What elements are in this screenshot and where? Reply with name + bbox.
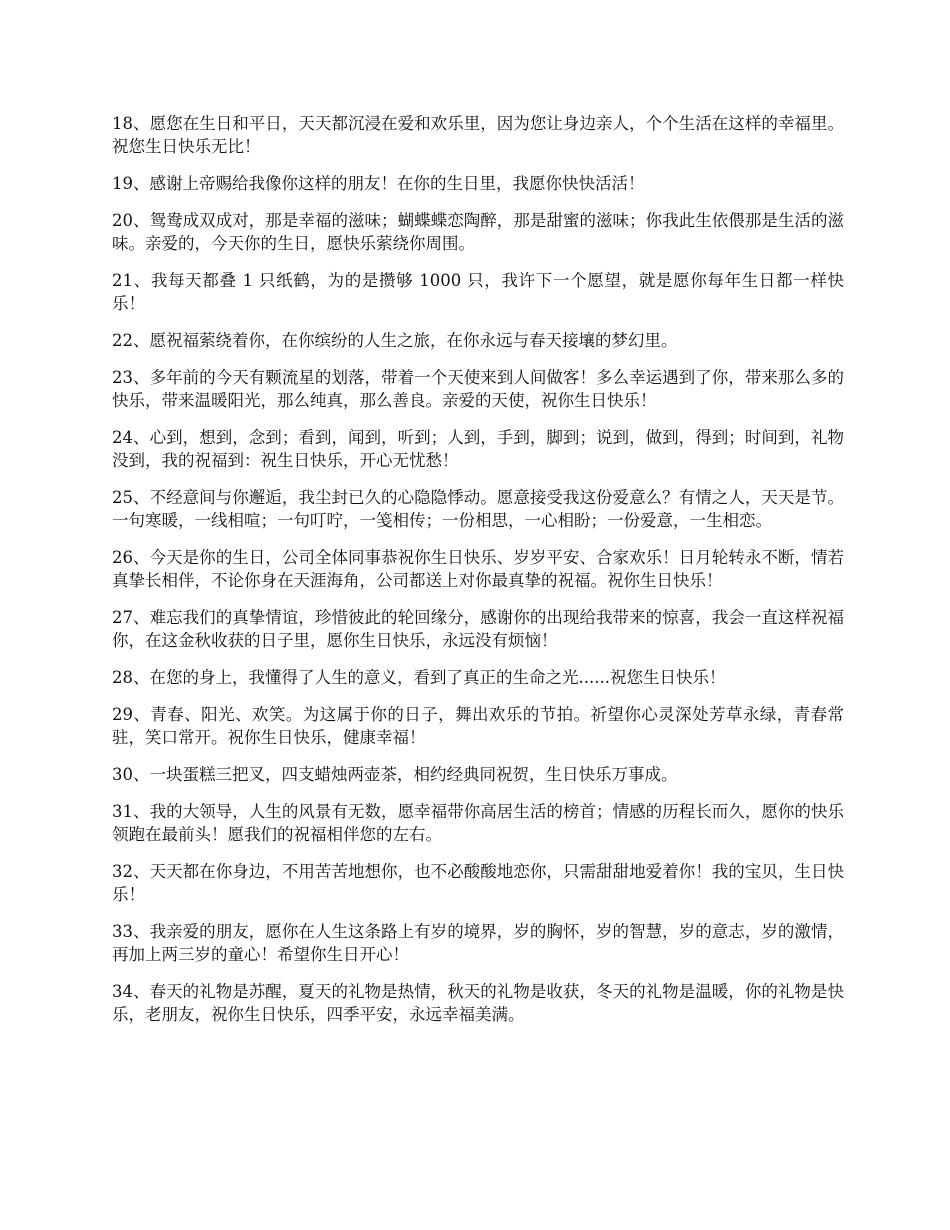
paragraph-31: 31、我的大领导，人生的风景有无数，愿幸福带你高居生活的榜首；情感的历程长而久，愿你的快乐领跑在最前头！愿我们的祝福相伴您的左右。 bbox=[112, 802, 844, 844]
paragraph-19: 19、感谢上帝赐给我像你这样的朋友！在你的生日里，我愿你快快活活！ bbox=[112, 174, 645, 193]
paragraph-34: 34、春天的礼物是苏醒，夏天的礼物是热情，秋天的礼物是收获，冬天的礼物是温暖，你的礼物是快乐，老朋友，祝你生日快乐，四季平安，永远幸福美满。 bbox=[112, 982, 844, 1024]
paragraph-25: 25、不经意间与你邂逅，我尘封已久的心隐隐悸动。愿意接受我这份爱意么？有情之人，天天是节。一句寒暖，一线相喧；一句叮咛，一笺相传；一份相思，一心相盼；一份爱意，一生相恋。 bbox=[112, 488, 844, 530]
paragraph-30: 30、一块蛋糕三把叉，四支蜡烛两壶茶，相约经典同祝贺，生日快乐万事成。 bbox=[112, 765, 678, 784]
paragraph-24: 24、心到，想到，念到；看到，闻到，听到；人到，手到，脚到；说到，做到，得到；时间到，礼物没到，我的祝福到：祝生日快乐，开心无忧愁！ bbox=[112, 428, 844, 470]
paragraph-20: 20、鸳鸯成双成对，那是幸福的滋味；蝴蝶蝶恋陶醉，那是甜蜜的滋味；你我此生依偎那是生活的滋味。亲爱的，今天你的生日，愿快乐萦绕你周围。 bbox=[112, 211, 844, 253]
paragraph-26: 26、今天是你的生日，公司全体同事恭祝你生日快乐、岁岁平安、合家欢乐！日月轮转永不断，情若真挚长相伴，不论你身在天涯海角，公司都送上对你最真挚的祝福。祝你生日快乐！ bbox=[112, 548, 844, 590]
paragraph-23: 23、多年前的今天有颗流星的划落，带着一个天使来到人间做客！多么幸运遇到了你，带来那么多的快乐，带来温暖阳光，那么纯真，那么善良。亲爱的天使，祝你生日快乐！ bbox=[112, 368, 844, 410]
document-body bbox=[112, 112, 844, 1040]
paragraph-28: 28、在您的身上，我懂得了人生的意义，看到了真正的生命之光......祝您生日快乐！ bbox=[112, 668, 726, 687]
paragraph-32: 32、天天都在你身边，不用苦苦地想你，也不必酸酸地恋你，只需甜甜地爱着你！我的宝贝，生日快乐！ bbox=[112, 862, 844, 904]
paragraph-18: 18、愿您在生日和平日，天天都沉浸在爱和欢乐里，因为您让身边亲人，个个生活在这样的幸福里。祝您生日快乐无比！ bbox=[112, 114, 844, 156]
paragraph-33: 33、我亲爱的朋友，愿你在人生这条路上有岁的境界，岁的胸怀，岁的智慧，岁的意志，岁的激情，再加上两三岁的童心！希望你生日开心！ bbox=[112, 922, 844, 964]
paragraph-29: 29、青春、阳光、欢笑。为这属于你的日子，舞出欢乐的节拍。祈望你心灵深处芳草永绿，青春常驻，笑口常开。祝你生日快乐，健康幸福！ bbox=[112, 705, 844, 747]
paragraph-27: 27、难忘我们的真挚情谊，珍惜彼此的轮回缘分，感谢你的出现给我带来的惊喜，我会一直这样祝福你，在这金秋收获的日子里，愿你生日快乐，永远没有烦恼！ bbox=[112, 608, 844, 650]
paragraph-21: 21、我每天都叠 1 只纸鹤，为的是攒够 1000 只，我许下一个愿望，就是愿你每年生日都一样快乐！ bbox=[112, 271, 844, 313]
paragraph-22: 22、愿祝福萦绕着你，在你缤纷的人生之旅，在你永远与春天接壤的梦幻里。 bbox=[112, 331, 678, 350]
